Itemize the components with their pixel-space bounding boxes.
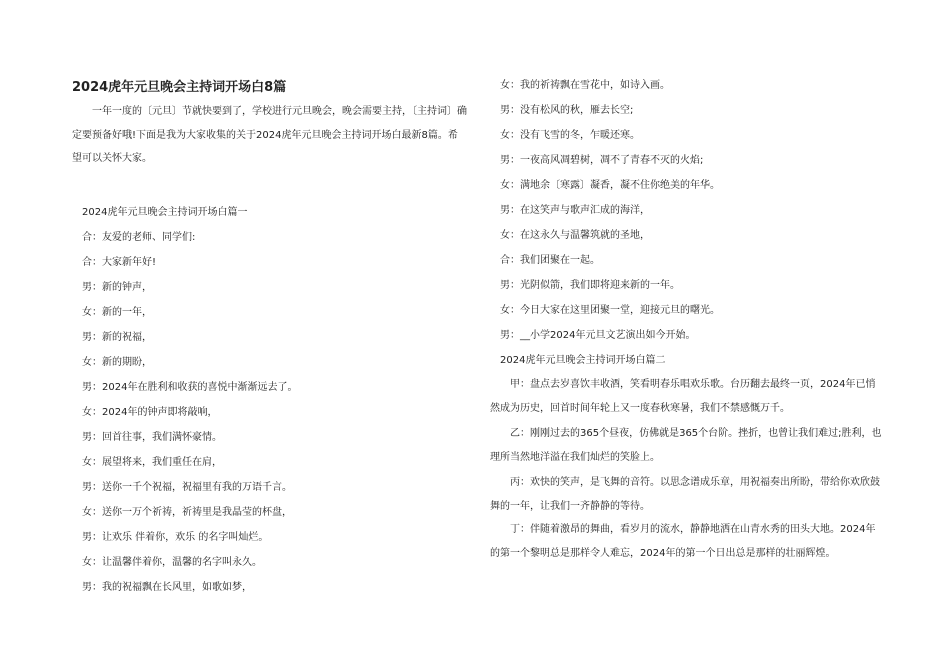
script-line: 合：友爱的老师、同学们: xyxy=(82,232,196,243)
paragraph-yi: 乙：刚刚过去的365个昼夜，仿佛就是365个台阶。挫折，也曾让我们难过;胜利，也理所当然地洋溢在我们灿烂的笑脸上。 xyxy=(490,428,882,463)
script-line: 合：我们团聚在一起。 xyxy=(500,255,600,266)
paragraph-bing: 丙：欢快的笑声，是飞舞的音符。以思念谱成乐章，用祝福奏出所盼，带给你欢欣鼓舞的一年，让我们一齐静静的等待。 xyxy=(490,477,880,512)
script-line: 女：在这永久与温馨筑就的圣地， xyxy=(500,230,650,241)
script-line: 男：在这笑声与歌声汇成的海洋， xyxy=(500,205,650,216)
script-line: 男：__小学2024年元旦文艺演出如今开始。 xyxy=(500,330,696,341)
script-line: 合：大家新年好! xyxy=(82,257,157,268)
script-line: 男：新的钟声， xyxy=(82,282,152,293)
script-line: 男：我的祝福飘在长风里，如歌如梦， xyxy=(82,582,252,593)
script-line: 男：光阴似箭，我们即将迎来新的一年。 xyxy=(500,280,680,291)
document-title: 2024虎年元旦晚会主持词开场白8篇 xyxy=(72,80,287,95)
script-line: 女：2024年的钟声即将敲响， xyxy=(82,407,218,418)
script-line: 女：今日大家在这里团聚一堂，迎接元旦的曙光。 xyxy=(500,305,720,316)
script-line: 女：展望将来，我们重任在肩， xyxy=(82,457,222,468)
section-heading-one: 2024虎年元旦晚会主持词开场白篇一 xyxy=(82,207,248,218)
script-line: 男：2024年在胜利和收获的喜悦中渐渐远去了。 xyxy=(82,382,298,393)
script-line: 女：新的期盼， xyxy=(82,357,152,368)
script-line: 男：送你一千个祝福，祝福里有我的万语千言。 xyxy=(82,482,292,493)
script-line: 男：一夜高风凋碧树，凋不了青春不灭的火焰; xyxy=(500,155,704,166)
script-line: 女：我的祈祷飘在雪花中，如诗入画。 xyxy=(500,80,670,91)
script-line: 男：没有松风的秋，雁去长空; xyxy=(500,105,634,116)
section-heading-two: 2024虎年元旦晚会主持词开场白篇二 xyxy=(500,355,666,366)
script-line: 男：新的祝福， xyxy=(82,332,152,343)
intro-paragraph: 一年一度的〔元旦〕节就快要到了，学校进行元旦晚会，晚会需要主持，〔主持词〕确定要预备好哦!下面是我为大家收集的关于2024虎年元旦晚会主持词开场白最新8篇。希望可以关怀大家。 xyxy=(72,106,467,164)
script-line: 女：满地余〔寒露〕凝香，凝不住你绝美的年华。 xyxy=(500,180,720,191)
script-line: 男：让欢乐 伴着你，欢乐 的名字叫灿烂。 xyxy=(82,532,269,543)
script-line: 男：回首往事，我们满怀豪情。 xyxy=(82,432,222,443)
paragraph-ding: 丁：伴随着激昂的舞曲，看岁月的流水，静静地洒在山青水秀的田头大地。2024年的第一个黎明总是那样令人难忘，2024年的第一个日出总是那样的壮丽辉煌。 xyxy=(490,524,876,559)
script-line: 女：送你一万个祈祷，祈祷里是我晶莹的杯盘， xyxy=(82,507,292,518)
script-line: 女：没有飞雪的冬，乍暖还寒。 xyxy=(500,130,640,141)
script-line: 女：新的一年， xyxy=(82,307,152,318)
paragraph-jia: 甲：盘点去岁喜饮丰收酒，笑看明春乐唱欢乐歌。台历翻去最终一页，2024年已悄然成为历史，回首时间年轮上又一度春秋寒暑，我们不禁感慨万千。 xyxy=(490,379,876,414)
script-line: 女：让温馨伴着你，温馨的名字叫永久。 xyxy=(82,557,262,568)
